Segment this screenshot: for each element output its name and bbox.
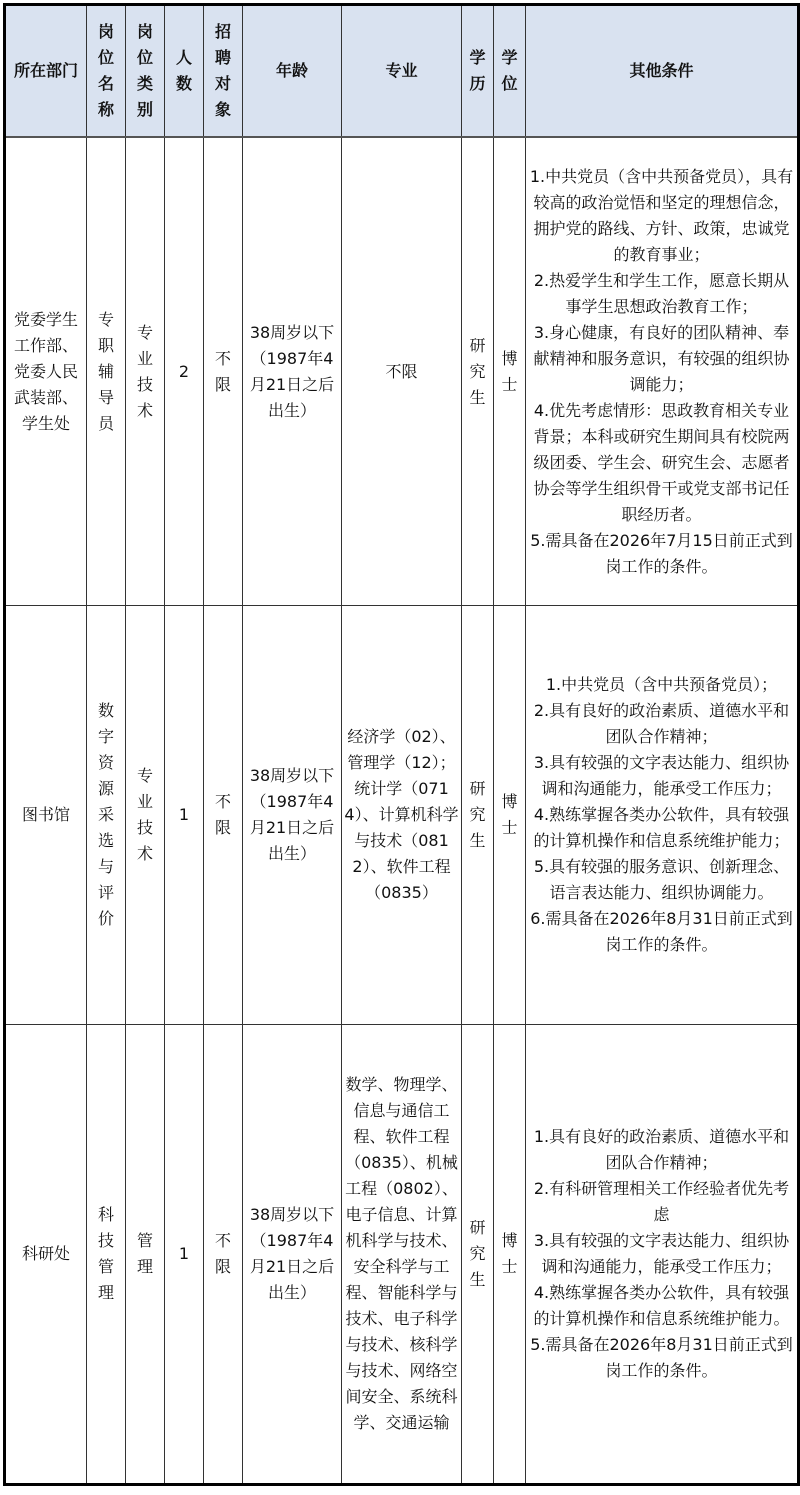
cell-major: 数学、物理学、信息与通信工程、软件工程（0835）、机械工程（0802）、电子信息、计算机科学与技术、安全科学与工程、智能科学与技术、电子科学与技术、核科学与技术、网络空间安全、系统科学、交通运输 [342, 1025, 462, 1485]
cell-department: 图书馆 [5, 606, 87, 1025]
cell-major: 不限 [342, 137, 462, 606]
cell-major: 经济学（02）、管理学（12）；统计学（0714）、计算机科学与技术（0812）、软件工程（0835） [342, 606, 462, 1025]
condition-item: 3.身心健康，有良好的团队精神、奉献精神和服务意识，有较强的组织协调能力； [533, 322, 790, 394]
cell-position-name: 专职辅导员 [87, 137, 126, 606]
condition-item: 4.熟练掌握各类办公软件，具有较强的计算机操作和信息系统维护能力； [533, 805, 790, 850]
cell-count: 1 [165, 1025, 204, 1485]
header-age: 年龄 [243, 5, 342, 138]
cell-position-type: 管理 [126, 1025, 165, 1485]
cell-degree: 博士 [494, 1025, 526, 1485]
cell-target: 不限 [204, 1025, 243, 1485]
condition-item: 1.中共党员（含中共预备党员）； [545, 675, 778, 694]
cell-department: 科研处 [5, 1025, 87, 1485]
condition-item: 5.具有较强的服务意识、创新理念、语言表达能力、组织协调能力。 [533, 857, 790, 902]
cell-age: 38周岁以下（1987年4月21日之后出生） [243, 137, 342, 606]
condition-item: 4.熟练掌握各类办公软件，具有较强的计算机操作和信息系统维护能力。 [533, 1283, 790, 1328]
header-position-name: 岗位名称 [87, 5, 126, 138]
condition-item: 2.有科研管理相关工作经验者优先考虑 [533, 1179, 790, 1224]
header-other-conditions: 其他条件 [526, 5, 799, 138]
recruitment-table [3, 3, 800, 1486]
cell-department: 党委学生工作部、党委人民武装部、学生处 [5, 137, 87, 606]
cell-education: 研究生 [462, 137, 494, 606]
header-row [5, 5, 799, 138]
condition-item: 5.需具备在2026年7月15日前正式到岗工作的条件。 [530, 530, 793, 576]
header-department: 所在部门 [5, 5, 87, 138]
table-row [5, 1025, 799, 1485]
table-row [5, 606, 799, 1025]
condition-item: 2.具有良好的政治素质、道德水平和团队合作精神； [533, 701, 790, 746]
cell-degree: 博士 [494, 137, 526, 606]
cell-position-name: 科技管理 [87, 1025, 126, 1485]
condition-item: 5.需具备在2026年8月31日前正式到岗工作的条件。 [530, 1335, 793, 1380]
condition-item: 4.优先考虑情形：思政教育相关专业背景；本科或研究生期间具有校院两级团委、学生会、研究生会、志愿者协会等学生组织骨干或党支部书记任职经历者。 [533, 400, 790, 524]
header-target: 招聘对象 [204, 5, 243, 138]
cell-conditions [526, 1025, 799, 1485]
condition-item: 3.具有较强的文字表达能力、组织协调和沟通能力，能承受工作压力； [533, 1231, 790, 1276]
cell-position-type: 专业技术 [126, 137, 165, 606]
cell-age: 38周岁以下（1987年4月21日之后出生） [243, 1025, 342, 1485]
header-degree: 学位 [494, 5, 526, 138]
condition-item: 1.中共党员（含中共预备党员），具有较高的政治觉悟和坚定的理想信念，拥护党的路线、方针、政策，忠诚党的教育事业； [529, 166, 794, 264]
cell-degree: 博士 [494, 606, 526, 1025]
cell-education: 研究生 [462, 606, 494, 1025]
header-major: 专业 [342, 5, 462, 138]
cell-age: 38周岁以下（1987年4月21日之后出生） [243, 606, 342, 1025]
condition-item: 2.热爱学生和学生工作，愿意长期从事学生思想政治教育工作； [533, 270, 790, 316]
table-row [5, 137, 799, 606]
header-count: 人数 [165, 5, 204, 138]
header-education: 学历 [462, 5, 494, 138]
cell-position-type: 专业技术 [126, 606, 165, 1025]
cell-count: 1 [165, 606, 204, 1025]
condition-item: 1.具有良好的政治素质、道德水平和团队合作精神； [533, 1127, 790, 1172]
cell-conditions [526, 137, 799, 606]
cell-target: 不限 [204, 606, 243, 1025]
cell-target: 不限 [204, 137, 243, 606]
condition-item: 3.具有较强的文字表达能力、组织协调和沟通能力，能承受工作压力； [533, 753, 790, 798]
cell-position-name: 数字资源采选与评价 [87, 606, 126, 1025]
cell-count: 2 [165, 137, 204, 606]
header-position-type: 岗位类别 [126, 5, 165, 138]
condition-item: 6.需具备在2026年8月31日前正式到岗工作的条件。 [530, 909, 793, 954]
cell-education: 研究生 [462, 1025, 494, 1485]
cell-conditions [526, 606, 799, 1025]
